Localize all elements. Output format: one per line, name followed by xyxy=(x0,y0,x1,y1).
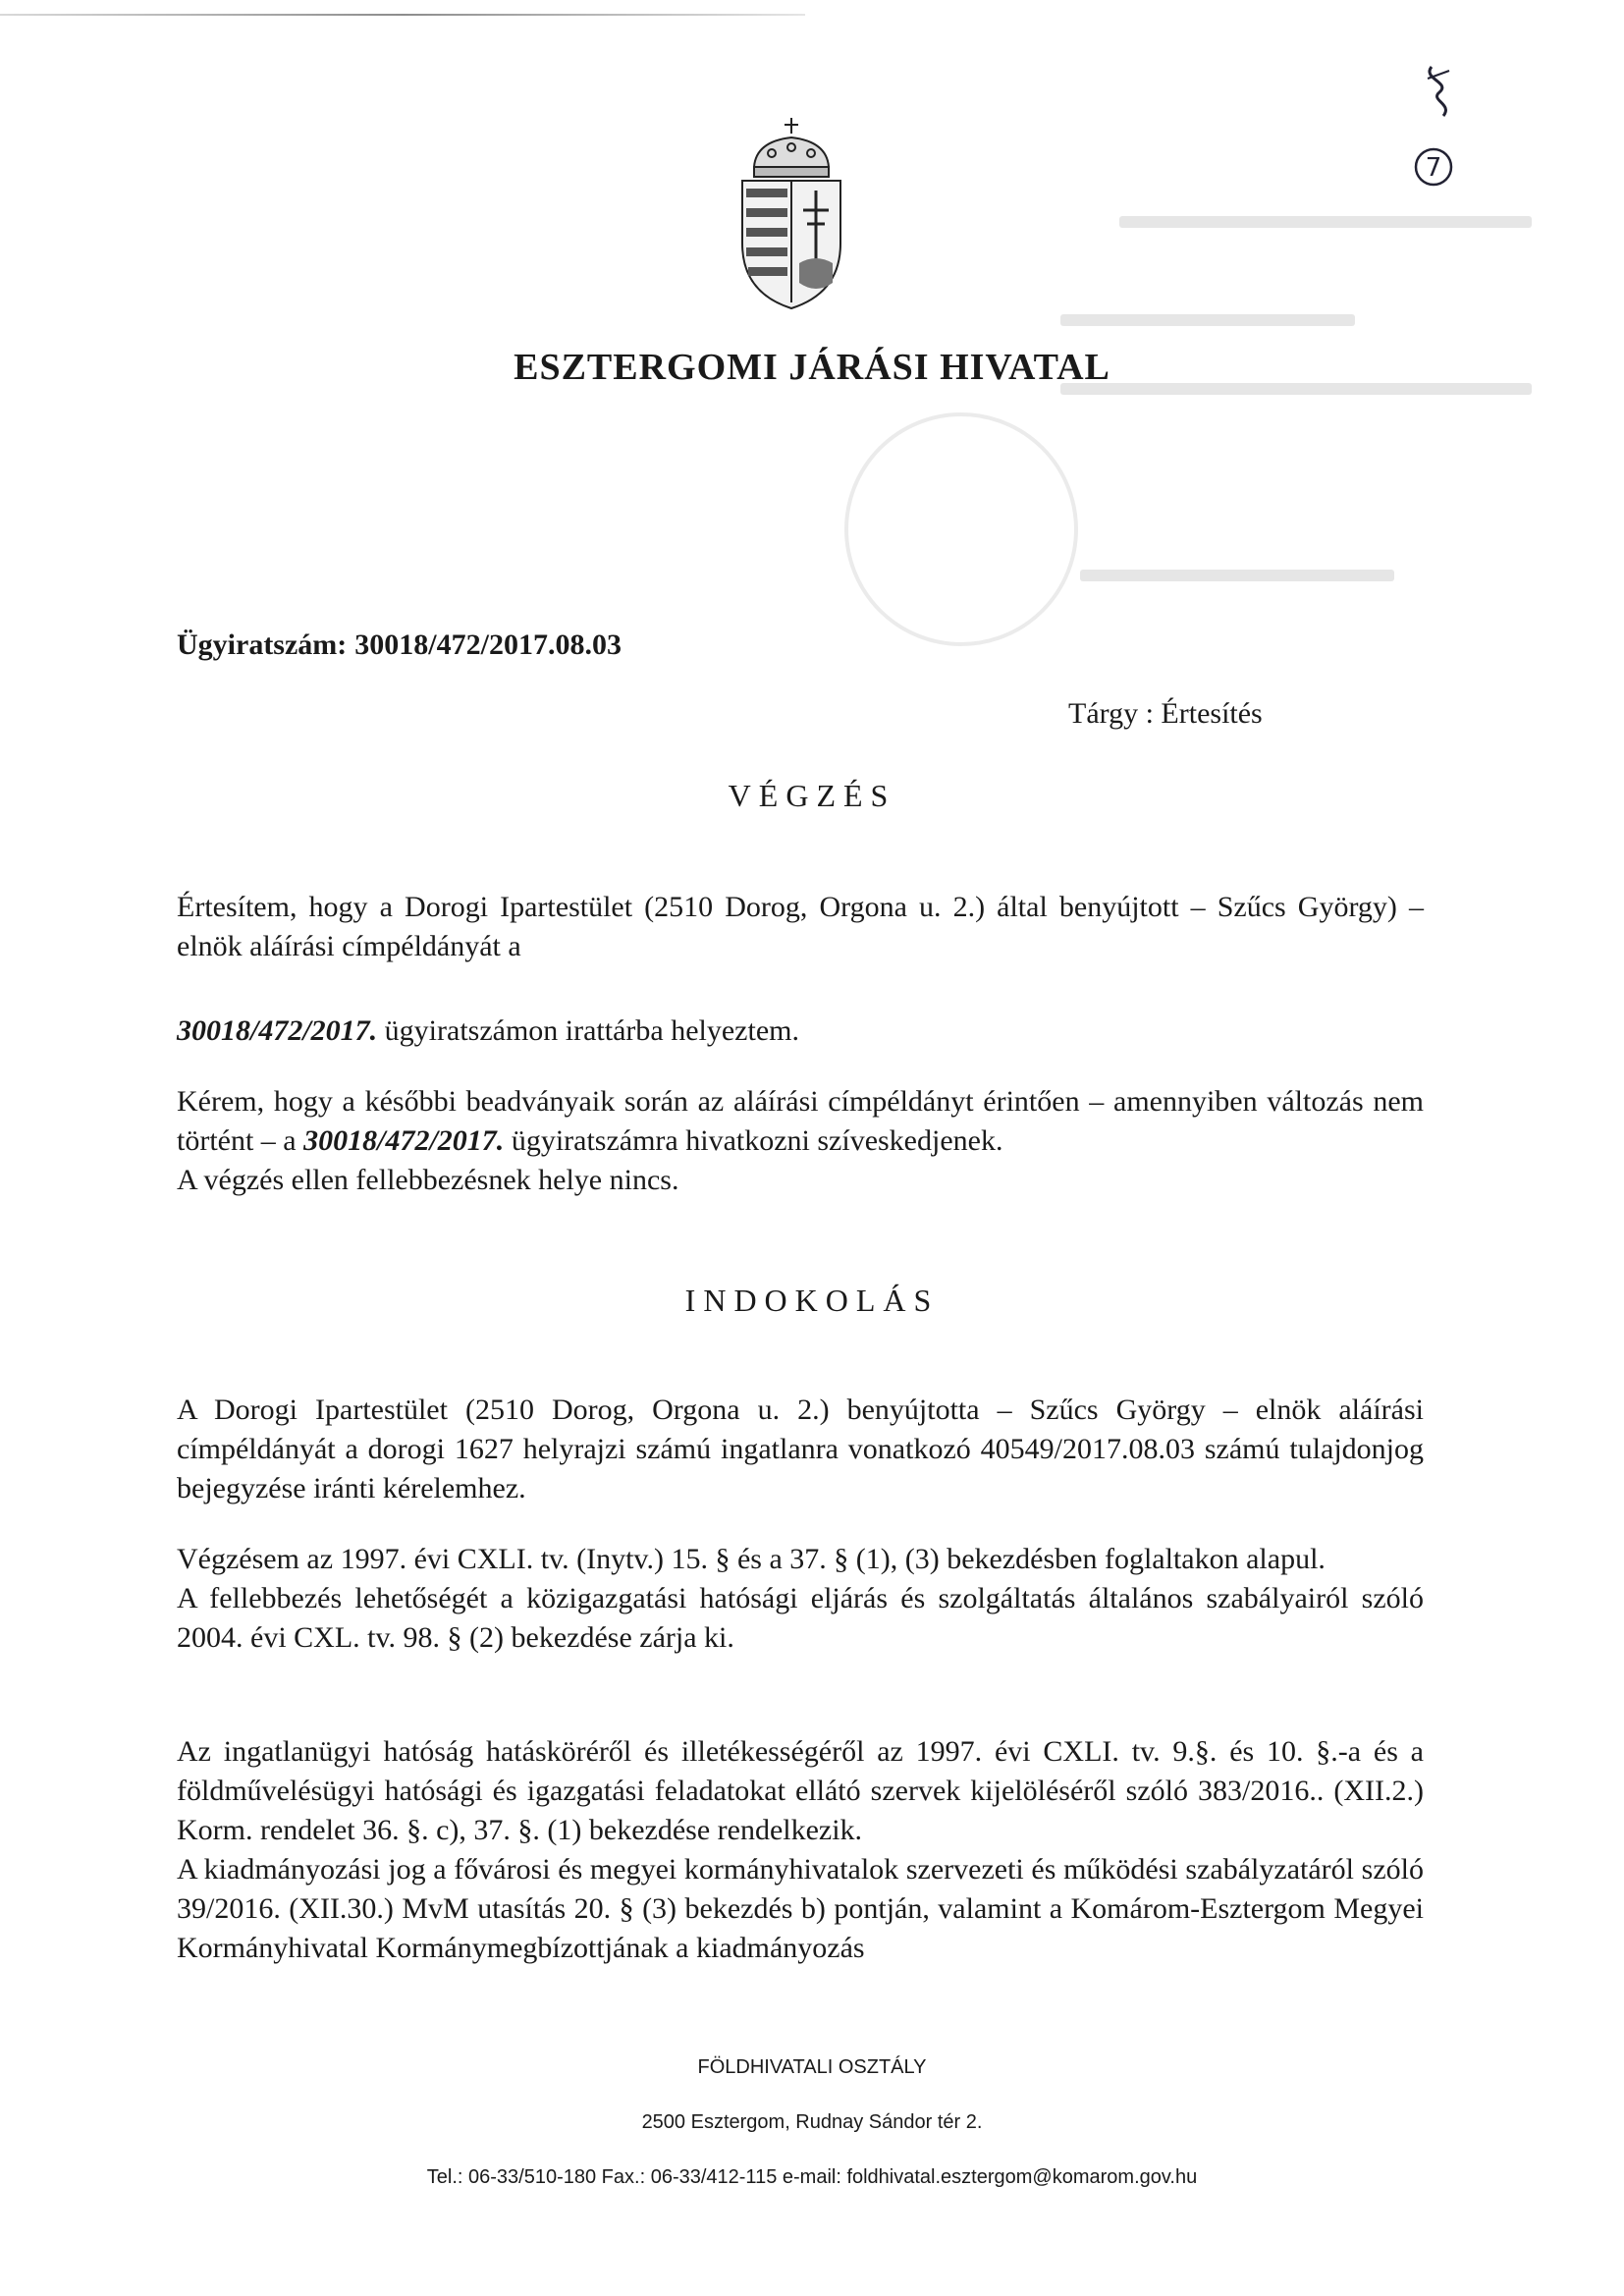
handwritten-page-number xyxy=(1392,59,1471,196)
decision-heading: VÉGZÉS xyxy=(728,778,896,813)
footer-contact: Tel.: 06-33/510-180 Fax.: 06-33/412-115 e-mail: foldhivatal.esztergom@komarom.gov.hu xyxy=(426,2166,1198,2188)
subject-line: Tárgy : Értesítés xyxy=(1068,697,1263,730)
reasoning-heading: INDOKOLÁS xyxy=(684,1283,940,1318)
case-reference: 30018/472/2017. xyxy=(177,1014,378,1047)
paragraph-text: ügyiratszámra hivatkozni szíveskedjenek. xyxy=(504,1124,1003,1157)
case-number-label: Ügyiratszám: xyxy=(177,629,348,661)
scan-edge-line xyxy=(0,14,805,16)
bleed-through-stamp xyxy=(844,412,1078,646)
paragraph-text: A Dorogi Ipartestület (2510 Dorog, Orgona u. 2.) benyújtotta – Szűcs György – elnök aláírási címpéldányát a dorogi 1627 helyrajzi számú ingatlanra vonatkozó 40549/2017.08.03 számú tulajdonjog bejegyzése iránti kérelemhez. xyxy=(177,1394,1424,1504)
reasoning-paragraph-3 xyxy=(177,1732,1424,1968)
paragraph-text: Kérem, hogy a későbbi beadványaik során az aláírási címpéldányt érintően – amennyiben változás nem történt – a xyxy=(177,1085,1424,1157)
reasoning-paragraph-2 xyxy=(177,1540,1424,1658)
reasoning-paragraph-1 xyxy=(177,1391,1424,1508)
case-number-value: 30018/472/2017.08.03 xyxy=(354,629,622,661)
paragraph-text: ügyiratszámon irattárba helyeztem. xyxy=(377,1014,799,1047)
decision-paragraph-1 xyxy=(177,888,1424,966)
paragraph-text: A kiadmányozási jog a fővárosi és megyei kormányhivatalok szervezeti és működési szabályzatáról szóló 39/2016. (XII.30.) MvM utasítás 20. § (3) bekezdés b) pontján, valamint a Komárom-Esztergom Megyei Kormányhivatal Kormánymegbízottjának a kiadmányozás xyxy=(177,1853,1424,1964)
case-reference: 30018/472/2017. xyxy=(303,1124,505,1157)
svg-text:7: 7 xyxy=(1425,153,1442,183)
paragraph-text: Az ingatlanügyi hatóság hatásköréről és illetékességéről az 1997. évi CXLI. tv. 9.§. és 10. §.-a és a földművelésügyi hatósági és igazgatási feladatokat ellátó szervek kijelöléséről szóló 383/2016.. (XII.2.) Korm. rendelet 36. §. c), 37. §. (1) bekezdése rendelkezik. xyxy=(177,1735,1424,1846)
bleed-through-text xyxy=(1060,59,1591,609)
office-name: ESZTERGOMI JÁRÁSI HIVATAL xyxy=(514,347,1110,388)
footer-department: FÖLDHIVATALI OSZTÁLY xyxy=(697,2056,927,2078)
footer-address: 2500 Esztergom, Rudnay Sándor tér 2. xyxy=(641,2111,983,2133)
coat-of-arms-icon xyxy=(732,116,850,312)
appeal-notice: A végzés ellen fellebbezésnek helye nincs. xyxy=(177,1164,679,1196)
decision-paragraph-2 xyxy=(177,1011,1424,1051)
paragraph-text: Végzésem az 1997. évi CXLI. tv. (Inytv.) 15. § és a 37. § (1), (3) bekezdésben foglaltakon alapul. xyxy=(177,1543,1326,1575)
case-number xyxy=(177,629,622,662)
decision-paragraph-3 xyxy=(177,1082,1424,1200)
paragraph-text: A fellebbezés lehetőségét a közigazgatási hatósági eljárás és szolgáltatás általános szabályairól szóló 2004. évi CXL. tv. 98. § (2) bekezdése zárja ki. xyxy=(177,1582,1424,1654)
paragraph-text: Értesítem, hogy a Dorogi Ipartestület (2510 Dorog, Orgona u. 2.) által benyújtott – Szűcs György) – elnök aláírási címpéldányát a xyxy=(177,891,1424,962)
